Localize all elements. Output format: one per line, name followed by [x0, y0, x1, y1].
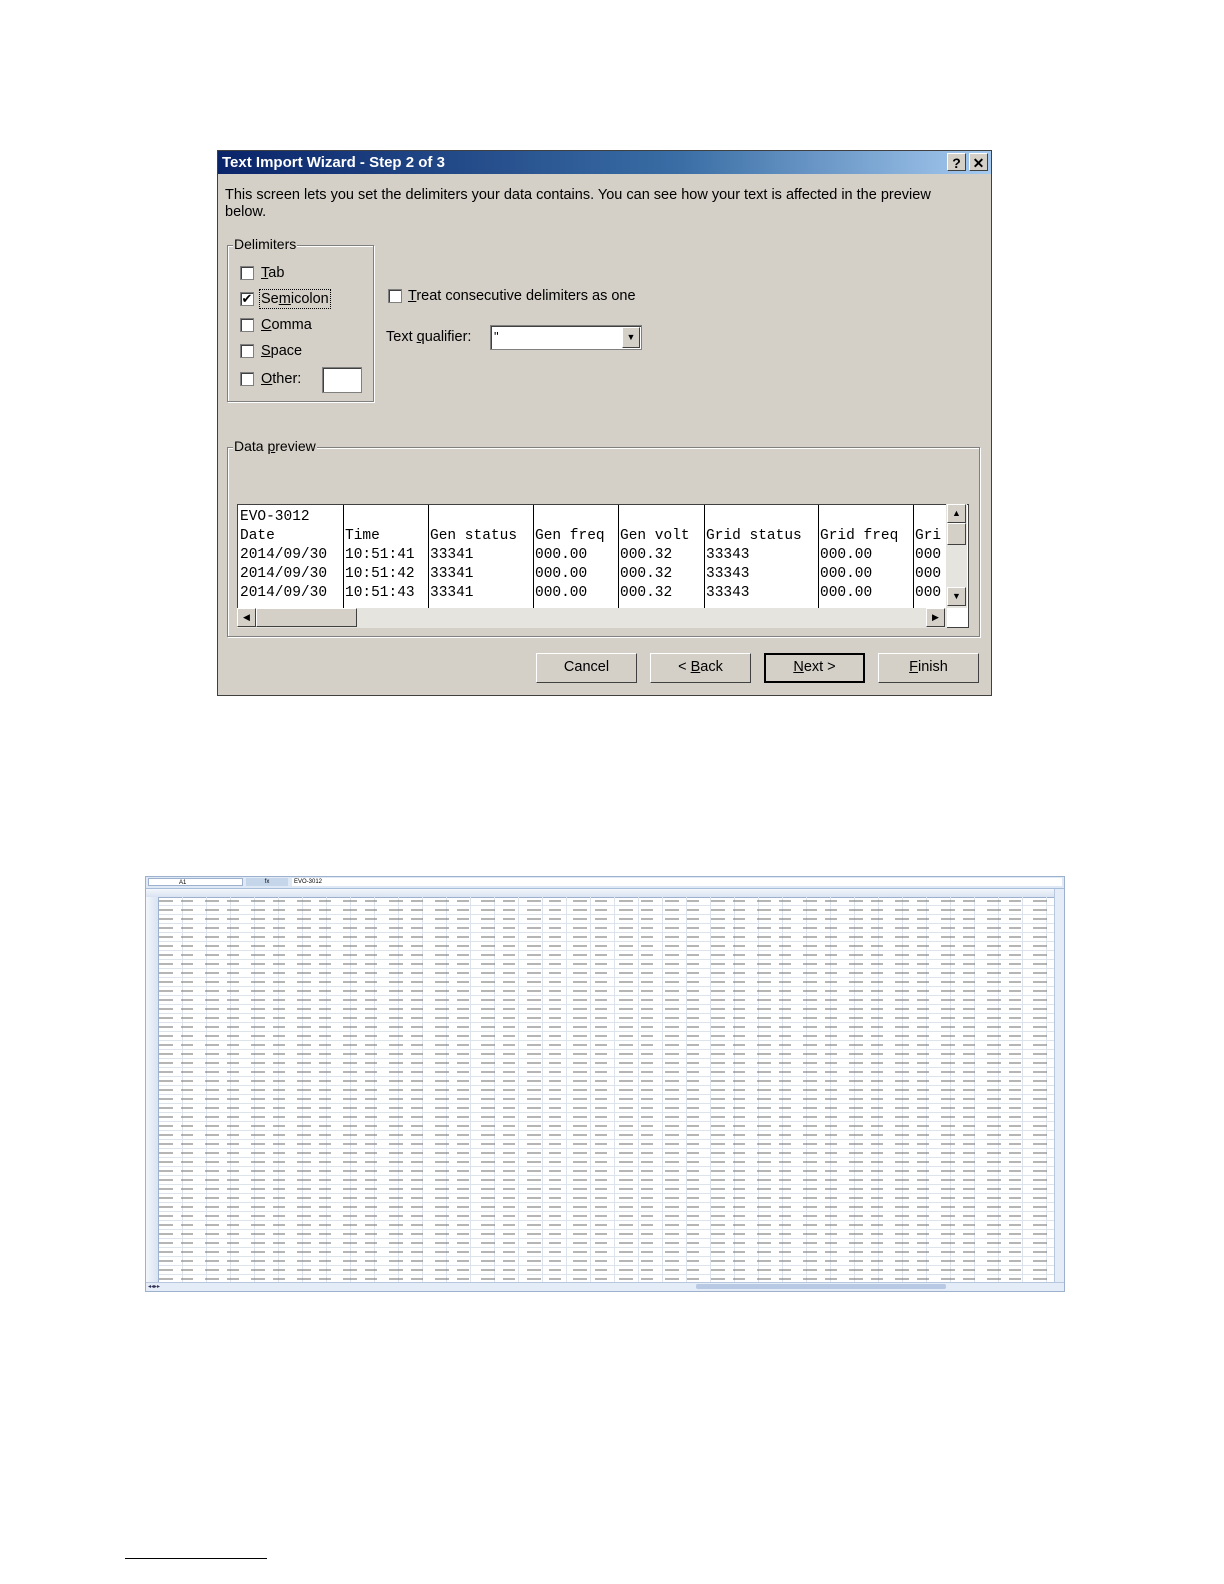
dialog-title-bar [218, 151, 991, 174]
cancel-button[interactable]: Cancel [536, 653, 637, 683]
name-box[interactable]: A1 [148, 878, 243, 886]
preview-row [238, 527, 968, 546]
formula-bar [146, 877, 1064, 889]
preview-cell: Gen status [430, 528, 518, 544]
close-button[interactable]: ✕ [969, 153, 988, 171]
preview-row [238, 546, 968, 565]
preview-row [238, 508, 968, 527]
preview-cell: 33341 [430, 547, 474, 563]
preview-cell: 33341 [430, 566, 474, 582]
preview-cell: Grid freq [820, 528, 899, 544]
sheet-nav-arrows-icon[interactable]: ◂◂▸▸ [148, 1284, 161, 1290]
scroll-right-icon[interactable]: ▶ [926, 608, 945, 627]
preview-cell: 000.32 [620, 547, 673, 563]
preview-cell: 000.00 [820, 547, 873, 563]
preview-cell: 33341 [430, 585, 474, 601]
scroll-left-icon[interactable]: ◀ [237, 608, 256, 627]
preview-horizontal-scrollbar[interactable] [237, 608, 947, 628]
comma-checkbox[interactable] [240, 318, 254, 332]
treat-consecutive-checkbox[interactable] [388, 289, 402, 303]
text-qualifier-select[interactable] [490, 325, 642, 350]
semicolon-checkbox-label[interactable]: Semicolon [261, 291, 329, 307]
dialog-description: This screen lets you set the delimiters your data contains. You can see how your text is affected in the preview below. [225, 187, 931, 220]
help-button[interactable]: ? [947, 153, 966, 171]
text-import-wizard-dialog [217, 150, 992, 696]
preview-cell: 000.32 [620, 566, 673, 582]
preview-cell: Gri [915, 528, 942, 544]
text-qualifier-value: " [494, 329, 499, 344]
scroll-down-icon[interactable]: ▼ [947, 587, 966, 606]
fx-icon[interactable]: fx [246, 878, 288, 886]
back-button[interactable]: < Back [650, 653, 751, 683]
scroll-up-icon[interactable]: ▲ [947, 504, 966, 523]
preview-row [238, 565, 968, 584]
tab-checkbox[interactable] [240, 266, 254, 280]
checkmark-icon: ✔ [241, 291, 253, 306]
preview-cell: 000.32 [620, 585, 673, 601]
text-qualifier-label: Text qualifier: [386, 329, 472, 345]
next-button[interactable]: Next > [764, 653, 865, 683]
preview-cell: 000.00 [820, 566, 873, 582]
preview-cell: Time [345, 528, 380, 544]
preview-cell: Gen volt [620, 528, 690, 544]
spreadsheet-view [145, 876, 1065, 1292]
preview-cell: EVO-3012 [240, 509, 310, 525]
footnote-rule [125, 1558, 267, 1559]
preview-cell: Date [240, 528, 275, 544]
preview-row [238, 584, 968, 603]
cell-data-area [159, 900, 1054, 1283]
other-checkbox-label[interactable]: Other: [261, 371, 302, 387]
horizontal-scroll-thumb[interactable] [256, 608, 357, 627]
dialog-title: Text Import Wizard - Step 2 of 3 [222, 154, 445, 171]
delimiters-group-label: Delimiters [234, 236, 297, 252]
preview-vertical-scrollbar[interactable] [946, 504, 967, 608]
preview-cell: 33343 [706, 547, 750, 563]
preview-cell: 000 [915, 585, 942, 601]
sheet-horizontal-scrollbar[interactable] [146, 1282, 1064, 1291]
preview-cell: 10:51:41 [345, 547, 415, 563]
sheet-vertical-scrollbar[interactable] [1054, 889, 1064, 1283]
comma-checkbox-label[interactable]: Comma [261, 317, 312, 333]
preview-cell: 2014/09/30 [240, 585, 328, 601]
semicolon-checkbox[interactable] [240, 292, 254, 306]
tab-checkbox-label[interactable]: Tab [261, 265, 285, 281]
treat-consecutive-label[interactable]: Treat consecutive delimiters as one [408, 288, 636, 304]
preview-cell: Grid status [706, 528, 802, 544]
preview-cell: 33343 [706, 585, 750, 601]
preview-cell: 2014/09/30 [240, 566, 328, 582]
preview-cell: Gen freq [535, 528, 605, 544]
other-checkbox[interactable] [240, 372, 254, 386]
preview-cell: 33343 [706, 566, 750, 582]
row-headers [146, 897, 159, 1283]
other-delimiter-input[interactable] [322, 367, 362, 393]
preview-cell: 000.00 [535, 566, 588, 582]
space-checkbox-label[interactable]: Space [261, 343, 303, 359]
scroll-thumb[interactable] [947, 523, 966, 545]
preview-cell: 000.00 [535, 547, 588, 563]
sheet-scroll-thumb[interactable] [696, 1284, 946, 1289]
dropdown-arrow-icon[interactable]: ▼ [622, 327, 640, 348]
data-preview-group-label: Data preview [234, 438, 316, 454]
preview-cell: 10:51:42 [345, 566, 415, 582]
preview-cell: 2014/09/30 [240, 547, 328, 563]
space-checkbox[interactable] [240, 344, 254, 358]
finish-button[interactable]: Finish [878, 653, 979, 683]
preview-cell: 000.00 [820, 585, 873, 601]
formula-input[interactable]: EVO-3012 [292, 878, 1062, 886]
preview-cell: 000.00 [535, 585, 588, 601]
preview-cell: 000 [915, 547, 942, 563]
preview-cell: 10:51:43 [345, 585, 415, 601]
preview-cell: 000 [915, 566, 942, 582]
